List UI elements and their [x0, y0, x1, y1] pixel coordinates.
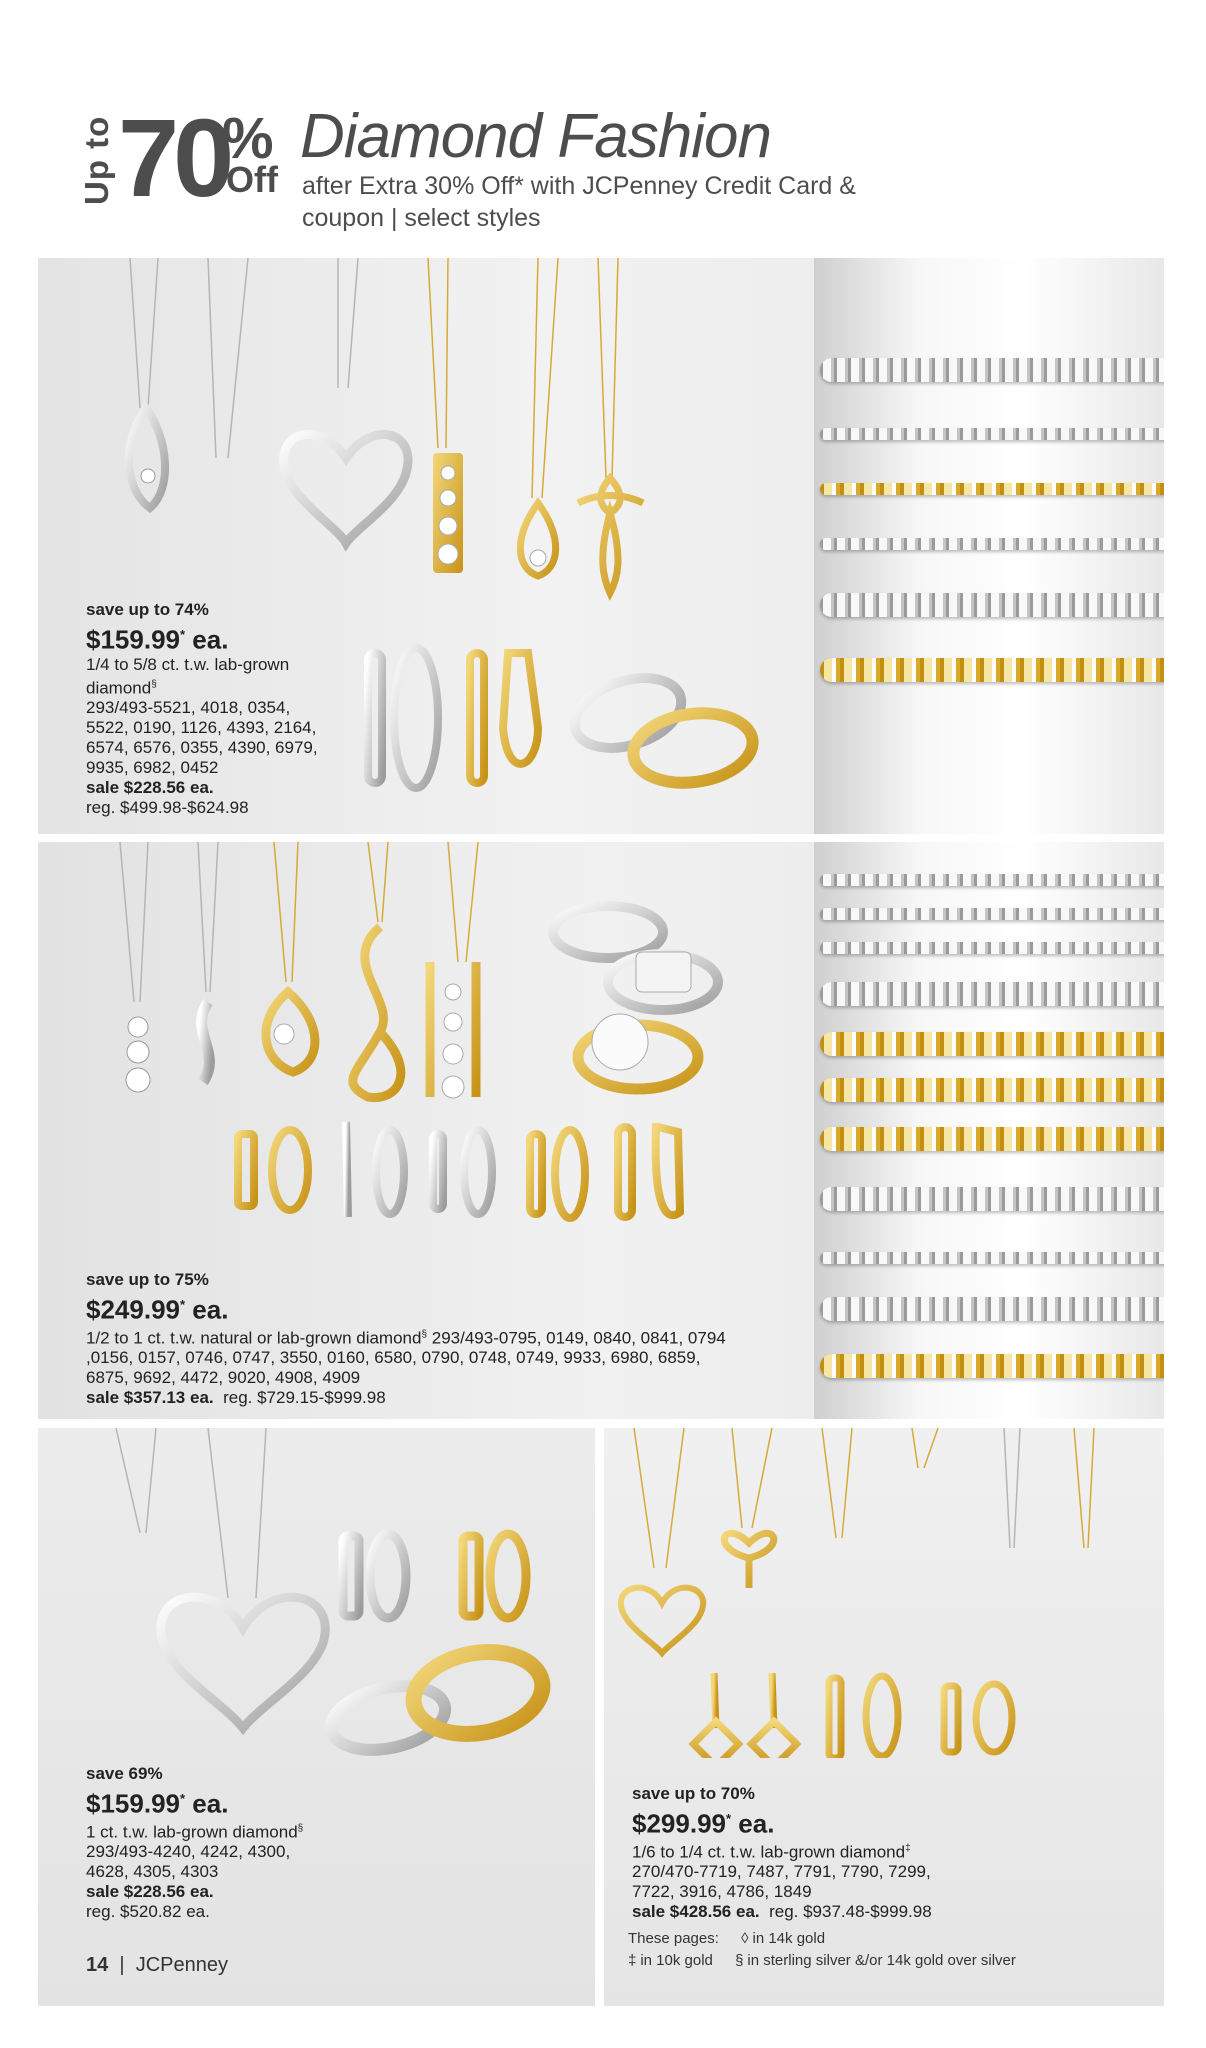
bracelet [820, 428, 1164, 440]
page-subtitle: after Extra 30% Off* with JCPenney Credit Card & coupon | select styles [302, 172, 856, 232]
bracelet [820, 1187, 1164, 1211]
price-unit: ea. [192, 1294, 229, 1325]
bracelet [820, 982, 1164, 1006]
description [86, 1819, 486, 1843]
price-unit: ea. [738, 1808, 775, 1839]
description [86, 1325, 726, 1389]
bracelet [820, 1354, 1164, 1378]
description-mark: ‡ [905, 1842, 911, 1854]
legend-label: These pages: [628, 1930, 719, 1947]
bracelet [820, 1032, 1164, 1056]
price-mark: * [725, 1811, 732, 1826]
product-panel-1 [38, 258, 1164, 834]
regular-price: reg. $937.48-$999.98 [769, 1902, 932, 1922]
percent-value: 70 [118, 97, 229, 220]
bracelet [820, 1252, 1164, 1264]
legend-10k: in 10k gold [640, 1952, 713, 1969]
price-mark: * [179, 1791, 186, 1806]
up-to-label: Up to [78, 115, 115, 205]
bracelet-stack [814, 258, 1164, 834]
cross-heart-earrings-rings-illustration [38, 1428, 595, 1788]
price-value: $249.99 [86, 1294, 180, 1325]
sale-price: sale $228.56 ea. [86, 1882, 214, 1902]
section-symbol-icon: § [735, 1952, 744, 1969]
description-text: 1/6 to 1/4 ct. t.w. lab-grown diamond [632, 1842, 906, 1862]
description-text: 1/4 to 5/8 ct. t.w. lab-grown diamond [86, 654, 290, 698]
price-unit: ea. [192, 624, 229, 655]
price-value: $299.99 [632, 1808, 726, 1839]
bracelet-stack [814, 842, 1164, 1419]
price [86, 1290, 726, 1325]
save-label: save up to 75% [86, 1270, 209, 1289]
pendants-earrings-illustration [604, 1428, 1164, 1758]
description-text: 1 ct. t.w. lab-grown diamond [86, 1822, 298, 1842]
bracelet [820, 483, 1164, 495]
description [86, 655, 336, 699]
product-copy-1 [86, 600, 336, 818]
diamond-symbol-icon: ◊ [741, 1930, 749, 1947]
page-number: 14 [86, 1954, 109, 1976]
product-panel-2 [38, 842, 1164, 1419]
regular-price: reg. $520.82 ea. [86, 1902, 210, 1922]
page-header [0, 0, 1206, 255]
product-copy-2 [86, 1270, 726, 1408]
save-label: save up to 70% [632, 1784, 755, 1803]
brand-name: JCPenney [135, 1954, 228, 1976]
page-footer [86, 1954, 228, 1977]
bracelet [820, 1078, 1164, 1102]
description-mark: § [421, 1328, 428, 1340]
product-copy-4 [632, 1784, 1032, 1922]
price-line [86, 1388, 726, 1408]
page-title: Diamond Fashion [300, 102, 771, 171]
save-label: save up to 74% [86, 600, 209, 619]
bracelet [820, 1297, 1164, 1321]
price-line [632, 1902, 1032, 1922]
sale-price: sale $228.56 ea. [86, 778, 214, 798]
sku-list: 293/493-5521, 4018, 0354, 5522, 0190, 1126, 4393, 2164, 6574, 6576, 0355, 4390, 6979, 9935, 6982, 0452 [86, 698, 318, 778]
price-value: $159.99 [86, 1788, 180, 1819]
product-copy-3 [86, 1764, 486, 1922]
description [632, 1839, 1032, 1863]
dagger-symbol-icon: ‡ [628, 1952, 637, 1969]
price-value: $159.99 [86, 624, 180, 655]
description-mark: § [297, 1822, 304, 1834]
price-unit: ea. [192, 1788, 229, 1819]
off-label: Off [226, 159, 278, 200]
regular-price: reg. $729.15-$999.98 [223, 1388, 386, 1408]
footer-separator: | [119, 1954, 125, 1976]
legend-14k: in 14k gold [752, 1930, 826, 1947]
description-text: 1/2 to 1 ct. t.w. natural or lab-grown diamond [86, 1328, 422, 1348]
bracelet [820, 908, 1164, 920]
bracelet [820, 358, 1164, 382]
percent-sign: % [222, 106, 274, 171]
price-mark: * [179, 627, 186, 642]
sku-list: 293/493-0795, 0149, 0840, 0841, 0794 ,0156, 0157, 0746, 0747, 3550, 0160, 6580, 0790, 0748, 0749, 9933, 6980, 6859, 6875, 9692, 4472, 9020, 4908, 4909 [86, 1328, 726, 1388]
description-mark: § [151, 678, 157, 690]
save-label: save 69% [86, 1764, 163, 1783]
bracelet [820, 1127, 1164, 1151]
price [86, 1784, 486, 1819]
price [86, 620, 336, 655]
bracelet [820, 942, 1164, 954]
bracelet [820, 874, 1164, 886]
price-mark: * [179, 1297, 186, 1312]
legend-row-1 [628, 1928, 1034, 1950]
regular-price: reg. $499.98-$624.98 [86, 798, 249, 818]
bracelet [820, 658, 1164, 682]
legend-row-2 [628, 1950, 1034, 1972]
product-panel-3 [38, 1428, 595, 2006]
legend-silver: in sterling silver &/or 14k gold over silver [747, 1952, 1016, 1969]
bracelet [820, 538, 1164, 550]
sale-price: sale $357.13 ea. [86, 1388, 214, 1408]
sku-list: 293/493-4240, 4242, 4300, 4628, 4305, 4303 [86, 1842, 291, 1882]
metal-legend [628, 1928, 1034, 1972]
sale-price: sale $428.56 ea. [632, 1902, 760, 1922]
bracelet [820, 593, 1164, 617]
product-panel-4 [604, 1428, 1164, 2006]
sku-list: 270/470-7719, 7487, 7791, 7790, 7299, 7722, 3916, 4786, 1849 [632, 1862, 931, 1902]
price [632, 1804, 1032, 1839]
